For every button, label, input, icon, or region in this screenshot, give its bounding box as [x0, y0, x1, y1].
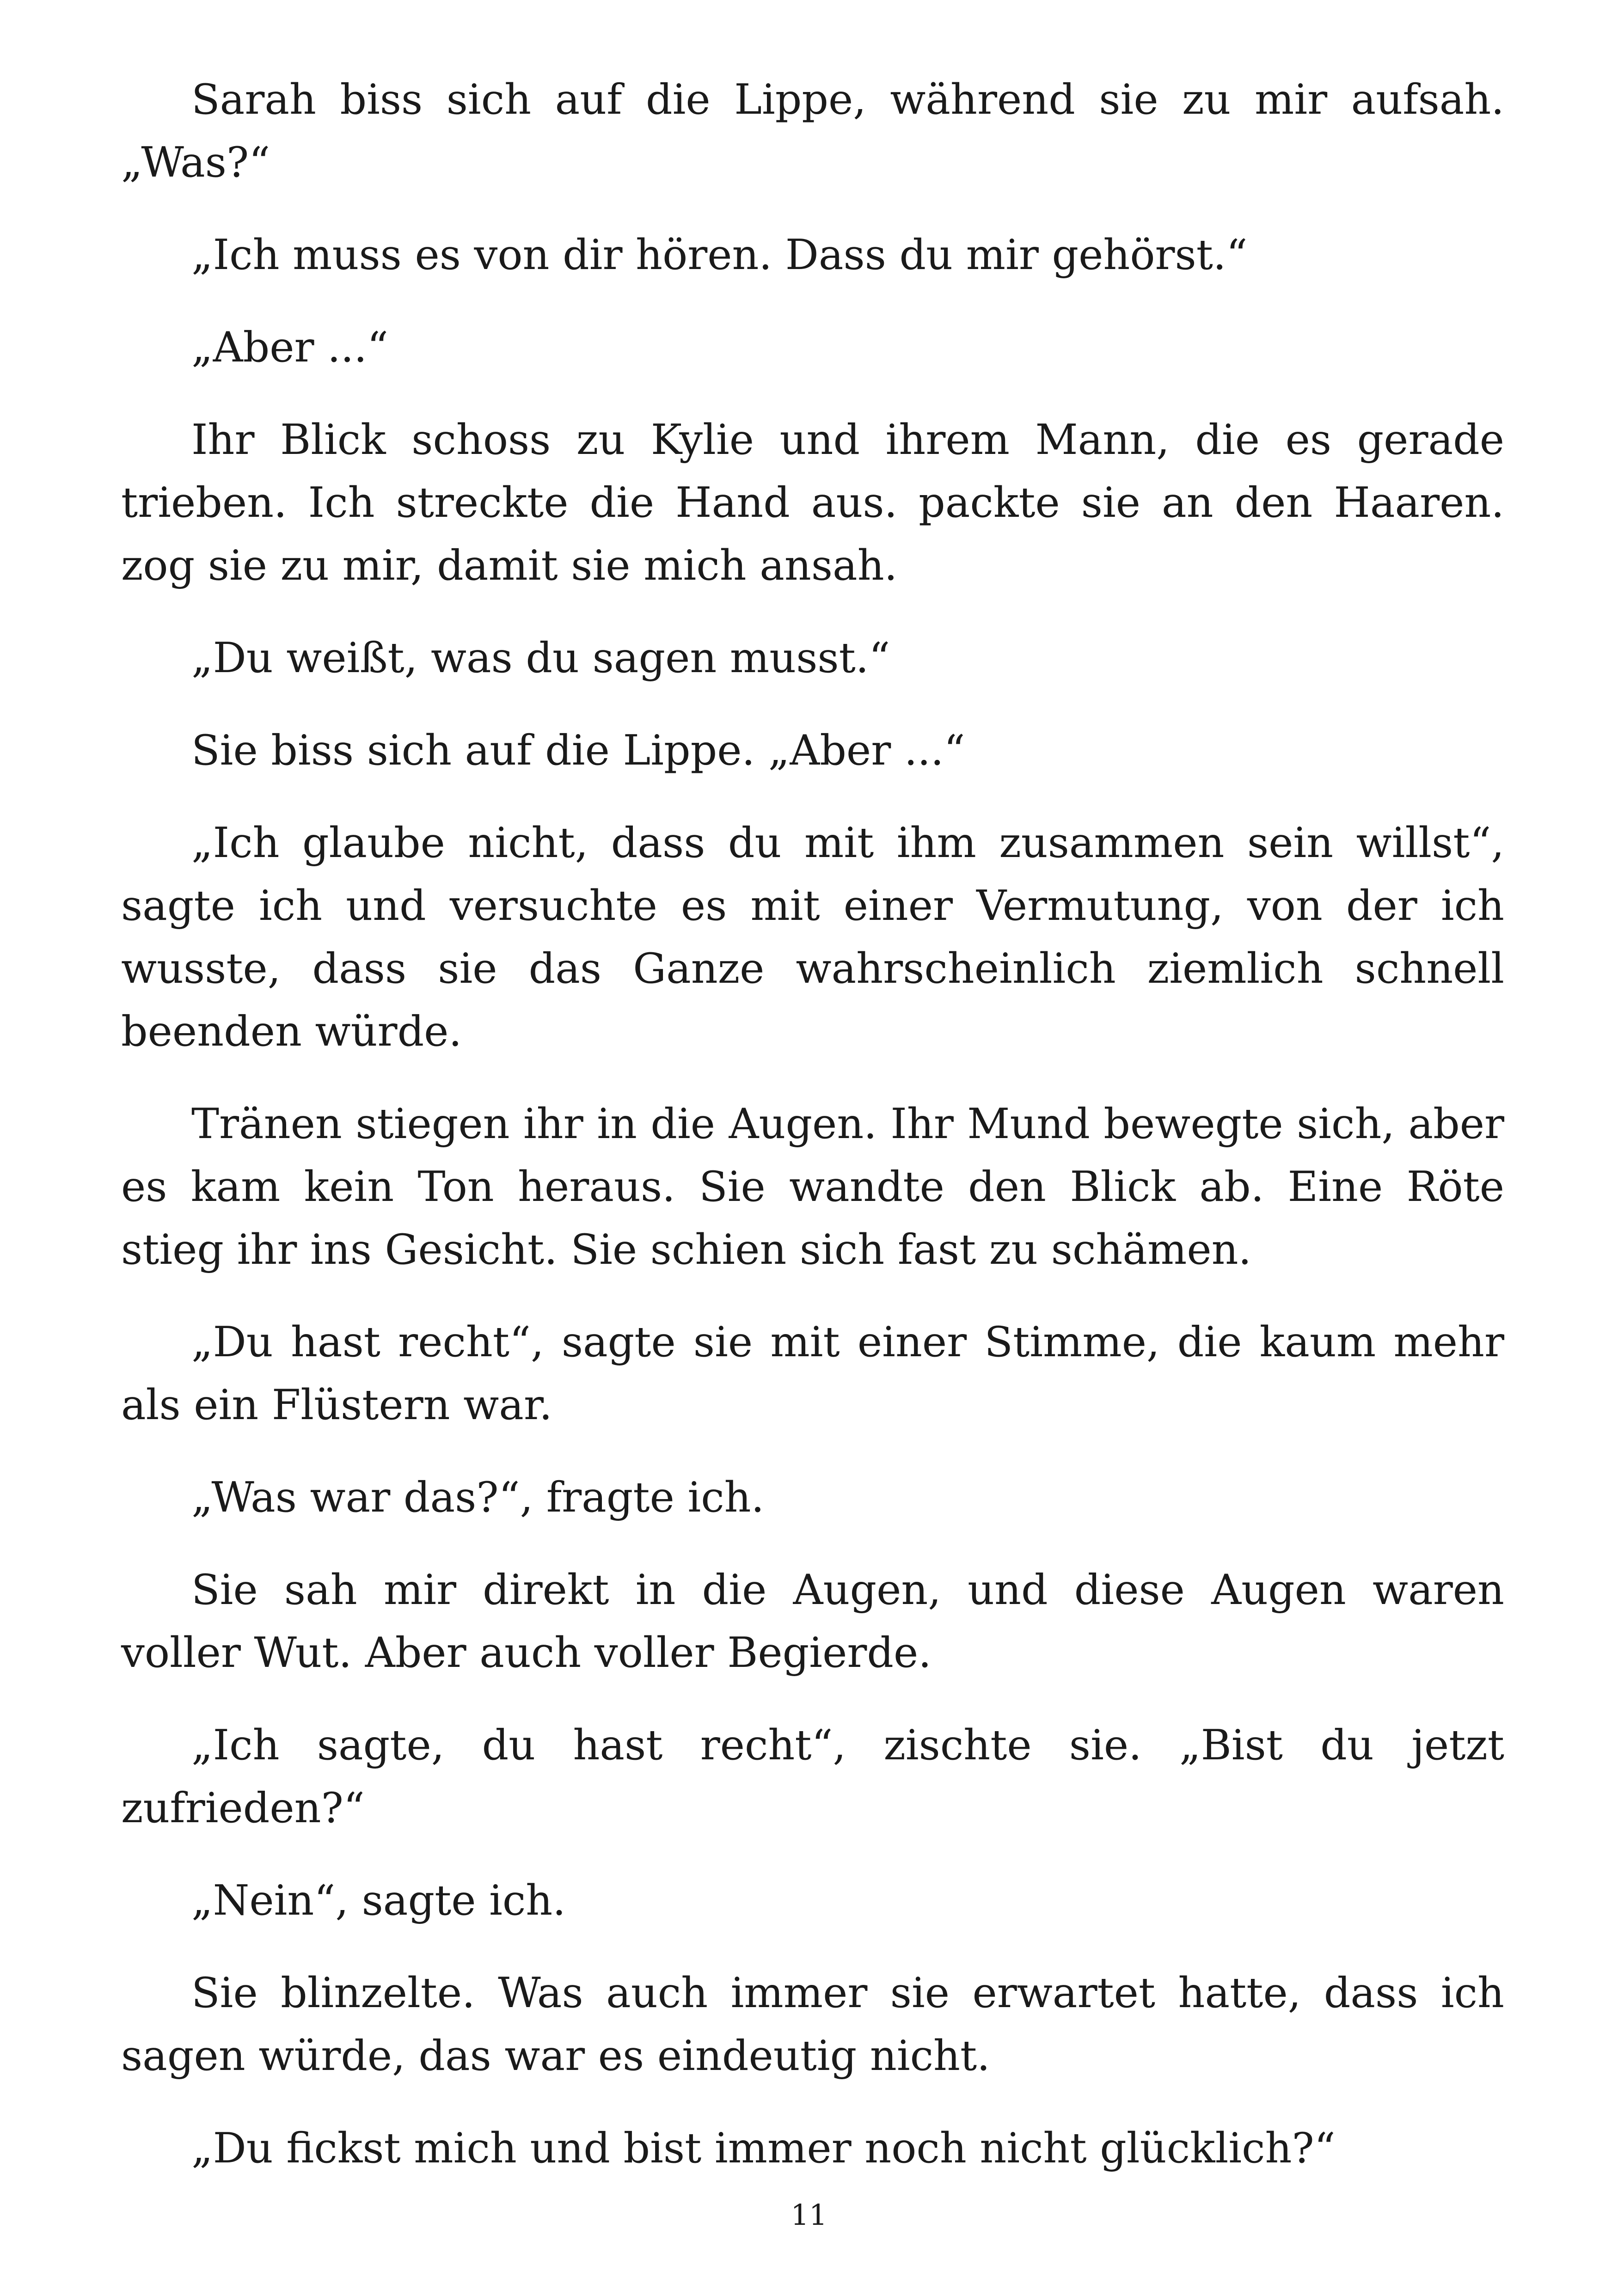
paragraph: „Du fickst mich und bist immer noch nicht glücklich?“ — [191, 2124, 1336, 2173]
paragraph: „Aber ...“ — [191, 323, 388, 372]
paragraph: „Ich sagte, du hast recht“, zischte sie. „Bist du jetzt zufrieden?“ — [121, 1721, 1504, 1832]
paragraph: „Du hast recht“, sagte sie mit einer Stimme, die kaum mehr als ein Flüstern war. — [121, 1318, 1504, 1429]
paragraph: Ihr Blick schoss zu Kylie und ihrem Mann, die es gerade trieben. Ich streckte die Hand aus. packte sie an den Haaren. zog sie zu mir, damit sie mich ansah. — [121, 416, 1504, 590]
paragraph: „Nein“, sagte ich. — [191, 1876, 566, 1925]
paragraph: Sie biss sich auf die Lippe. „Aber ...“ — [191, 726, 965, 775]
paragraph: Sie sah mir direkt in die Augen, und diese Augen waren voller Wut. Aber auch voller Begierde. — [121, 1566, 1504, 1677]
paragraph: „Ich glaube nicht, dass du mit ihm zusammen sein willst“, sagte ich und versuchte es mit einer Vermutung, von der ich wusste, dass sie das Ganze wahrscheinlich ziemlich schnell beenden würde. — [121, 819, 1504, 1056]
paragraph: Sarah biss sich auf die Lippe, während sie zu mir aufsah. „Was?“ — [121, 75, 1504, 187]
paragraph: „Was war das?“, fragte ich. — [191, 1473, 765, 1522]
paragraph: Tränen stiegen ihr in die Augen. Ihr Mund bewegte sich, aber es kam kein Ton heraus. Sie wandte den Blick ab. Eine Röte stieg ihr ins Gesicht. Sie schien sich fast zu schämen. — [121, 1100, 1504, 1274]
paragraph: „Ich muss es von dir hören. Dass du mir gehörst.“ — [191, 231, 1248, 279]
paragraph: Sie blinzelte. Was auch immer sie erwartet hatte, dass ich sagen würde, das war es eindeutig nicht. — [121, 1969, 1504, 2080]
body-text — [121, 68, 1504, 2210]
page-number: 11 — [791, 2198, 827, 2232]
paragraph: „Du weißt, was du sagen musst.“ — [191, 634, 890, 682]
